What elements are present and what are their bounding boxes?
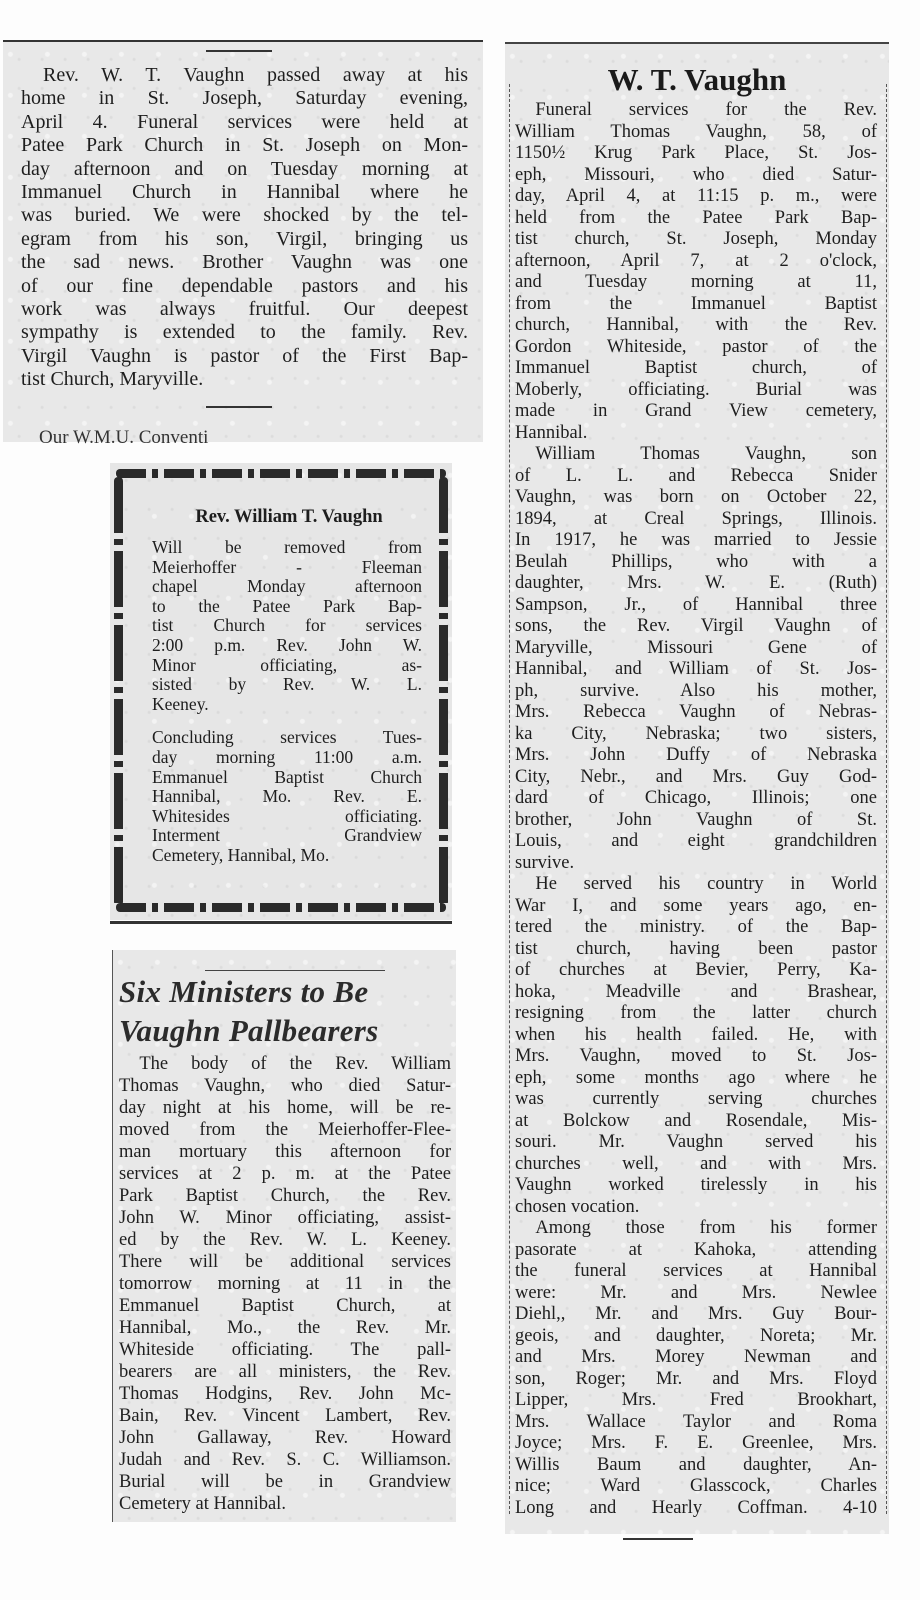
text-line: tered the ministry. of the Bap-	[515, 917, 877, 937]
text-line: Emmanuel Baptist Church	[152, 766, 422, 787]
text-line: Concluding services Tues-	[152, 727, 422, 748]
obituary-body	[515, 100, 877, 1519]
text-line: Cemetery at Hannibal.	[119, 1494, 286, 1514]
paragraph-gap	[152, 714, 422, 728]
headline-line: Vaughn Pallbearers	[119, 1013, 379, 1048]
clipping-obituary	[505, 42, 889, 1534]
notice-title: Rev. William T. Vaughn	[195, 507, 383, 527]
text-line: churches well, and with Mrs.	[515, 1153, 877, 1174]
text-line: Hannibal, Mo., the Rev. Mr.	[119, 1318, 451, 1338]
text-line: chosen vocation.	[515, 1196, 640, 1217]
text-line: Funeral services for the Rev.	[535, 100, 877, 120]
text-line: John Gallaway, Rev. Howard	[119, 1428, 451, 1448]
text-line: Thomas Hodgins, Rev. John Mc-	[119, 1384, 451, 1404]
text-line: held from the Patee Park Bap-	[515, 207, 877, 228]
text-line: Joyce; Mrs. F. E. Greenlee, Mrs.	[515, 1433, 877, 1453]
text-line: chapel Monday afternoon	[152, 576, 422, 597]
text-line: Burial will be in Grandview	[119, 1472, 451, 1492]
text-line: daughter, Mrs. W. E. (Ruth)	[515, 573, 877, 593]
cut-off-line: Our W.M.U. Conventi	[39, 427, 209, 448]
text-line: egram from his son, Virgil, bringing us	[21, 227, 468, 250]
text-line: day, April 4, at 11:15 p. m., were	[515, 186, 877, 206]
text-line: Whitesides officiating.	[152, 805, 422, 826]
text-line: nice; Ward Glasscock, Charles	[515, 1476, 877, 1496]
text-line: hoka, Meadville and Brashear,	[515, 981, 877, 1002]
text-line: tist Church, Maryville.	[21, 368, 204, 391]
text-line: afternoon, April 7, at 2 o'clock,	[515, 250, 877, 271]
text-line: Rev. W. T. Vaughn passed away at his	[43, 64, 468, 86]
text-line: eph, Missouri, who died Satur-	[515, 164, 877, 185]
text-line: War I, and some years ago, en-	[515, 895, 877, 916]
text-line: In 1917, he was married to Jessie	[515, 530, 877, 550]
column-rule	[886, 84, 887, 1514]
text-line: work was always fruitful. Our deepest	[21, 298, 468, 321]
text-line: dard of Chicago, Illinois; one	[515, 788, 877, 808]
text-line: April 4. Funeral services were held at	[21, 110, 468, 133]
text-line: 2:00 p.m. Rev. John W.	[152, 634, 422, 655]
text-line: Mrs. Wallace Taylor and Roma	[515, 1411, 877, 1432]
divider	[205, 970, 385, 971]
text-line: survive.	[515, 852, 575, 873]
clipping-church-notice	[3, 40, 483, 448]
text-line: bearers are all ministers, the Rev.	[119, 1362, 451, 1382]
text-line: son, Roger; Mr. and Mrs. Floyd	[515, 1368, 877, 1389]
column-rule	[509, 84, 510, 1514]
text-line: Moberly, officiating. Burial was	[515, 379, 877, 400]
text-line: and Mrs. Morey Newman and	[515, 1347, 877, 1367]
text-line: ka City, Nebraska; two sisters,	[515, 723, 877, 744]
text-line: day morning 11:00 a.m.	[152, 746, 422, 767]
text-line: City, Nebr., and Mrs. Guy God-	[515, 766, 877, 787]
clipping-pallbearers-article	[112, 950, 456, 1522]
text-line: home in St. Joseph, Saturday evening,	[21, 87, 468, 110]
text-line: from the Immanuel Baptist	[515, 293, 877, 314]
text-line: resigning from the latter church	[515, 1003, 877, 1023]
text-line: to the Patee Park Bap-	[152, 595, 422, 616]
text-line: Emmanuel Baptist Church, at	[119, 1296, 451, 1316]
text-line: Gordon Whiteside, pastor of the	[515, 336, 877, 357]
text-line: Willis Baum and daughter, An-	[515, 1454, 877, 1475]
text-line: Hannibal, and William of St. Jos-	[515, 659, 877, 679]
text-line: the funeral services at Hannibal	[515, 1261, 877, 1281]
text-line: Hannibal, Mo. Rev. E.	[152, 786, 422, 807]
divider	[623, 1538, 693, 1540]
text-line: pasorate at Kahoka, attending	[515, 1239, 877, 1260]
text-line: 1150½ Krug Park Place, St. Jos-	[515, 143, 877, 163]
text-line: day afternoon and on Tuesday morning at	[21, 157, 468, 180]
text-line: were: Mr. and Mrs. Newlee	[515, 1282, 877, 1303]
text-line: Bain, Rev. Vincent Lambert, Rev.	[119, 1406, 451, 1426]
text-line: Mrs. John Duffy of Nebraska	[515, 745, 877, 765]
text-line: William Thomas Vaughn, 58, of	[515, 121, 877, 142]
text-line: Immanuel Baptist church, of	[515, 358, 877, 378]
notice-body	[152, 538, 422, 866]
text-line: Park Baptist Church, the Rev.	[119, 1186, 451, 1206]
text-line: tomorrow morning at 11 in the	[119, 1274, 451, 1294]
text-line: Vaughn, was born on October 22,	[515, 487, 877, 507]
text-line: man mortuary this afternoon for	[119, 1142, 451, 1162]
text-line: Thomas Vaughn, who died Satur-	[119, 1076, 451, 1096]
divider	[110, 921, 452, 924]
text-line: moved from the Meierhoffer-Flee-	[119, 1120, 451, 1140]
text-line: brother, John Vaughn of St.	[515, 809, 877, 830]
text-line: was currently serving churches	[515, 1089, 877, 1109]
text-line: sons, the Rev. Virgil Vaughn of	[515, 616, 877, 636]
text-line: 1894, at Creal Springs, Illinois.	[515, 508, 877, 529]
text-line: Will be removed from	[152, 537, 422, 557]
text-line: John W. Minor officiating, assist-	[119, 1208, 451, 1228]
divider	[206, 406, 272, 408]
text-line: Interment Grandview	[152, 825, 422, 846]
text-line: ed by the Rev. W. L. Keeney.	[119, 1230, 451, 1250]
text-line: Immanuel Church in Hannibal where he	[21, 181, 468, 204]
text-line: Meierhoffer - Fleeman	[152, 556, 422, 577]
text-line: made in Grand View cemetery,	[515, 401, 877, 421]
ornamental-border-bottom	[116, 903, 446, 912]
headline-line: Six Ministers to Be	[119, 974, 369, 1009]
text-line: day night at his home, will be re-	[119, 1098, 451, 1118]
ornamental-border-right	[439, 477, 448, 906]
text-line: tist church, St. Joseph, Monday	[515, 229, 877, 249]
text-line: tist Church for services	[152, 615, 422, 636]
text-line: Cemetery, Hannibal, Mo.	[152, 844, 330, 865]
text-line: Diehl,, Mr. and Mrs. Guy Bour-	[515, 1304, 877, 1324]
text-line: Sampson, Jr., of Hannibal three	[515, 594, 877, 615]
text-line: sisted by Rev. W. L.	[152, 674, 422, 695]
text-line: when his health failed. He, with	[515, 1024, 877, 1045]
text-line: The body of the Rev. William	[139, 1054, 451, 1074]
text-line: geois, and daughter, Noreta; Mr.	[515, 1325, 877, 1346]
text-line: Vaughn worked tirelessly in his	[515, 1175, 877, 1195]
text-line: Judah and Rev. S. C. Williamson.	[119, 1450, 451, 1470]
text-line: souri. Mr. Vaughn served his	[515, 1132, 877, 1152]
headline	[119, 972, 454, 1050]
divider	[206, 50, 272, 52]
text-line: Hannibal.	[515, 422, 588, 443]
text-line: Lipper, Mrs. Fred Brookhart,	[515, 1390, 877, 1410]
article-body	[21, 64, 468, 392]
text-line: Patee Park Church in St. Joseph on Mon-	[21, 134, 468, 157]
text-line: tist church, having been pastor	[515, 938, 877, 959]
text-line: and Tuesday morning at 11,	[515, 272, 877, 292]
obituary-title: W. T. Vaughn	[607, 62, 787, 97]
text-line: the sad news. Brother Vaughn was one	[21, 251, 468, 274]
text-line: Among those from his former	[535, 1218, 877, 1238]
text-line: Minor officiating, as-	[152, 654, 422, 675]
text-line: Virgil Vaughn is pastor of the First Bap-	[21, 344, 468, 367]
text-line: Beulah Phillips, who with a	[515, 551, 877, 572]
text-line: Long and Hearly Coffman. 4-10	[515, 1497, 877, 1518]
text-line: of L. L. and Rebecca Snider	[515, 465, 877, 486]
text-line: of churches at Bevier, Perry, Ka-	[515, 960, 877, 980]
text-line: Mrs. Vaughn, moved to St. Jos-	[515, 1046, 877, 1066]
text-line: at Bolckow and Rosendale, Mis-	[515, 1110, 877, 1131]
text-line: sympathy is extended to the family. Rev.	[21, 321, 468, 344]
text-line: Keeney.	[152, 693, 209, 714]
text-line: There will be additional services	[119, 1252, 451, 1272]
text-line: Mrs. Rebecca Vaughn of Nebras-	[515, 702, 877, 722]
text-line: of our fine dependable pastors and his	[21, 274, 468, 297]
text-line: ph, survive. Also his mother,	[515, 680, 877, 701]
text-line: Maryville, Missouri Gene of	[515, 637, 877, 658]
text-line: services at 2 p. m. at the Patee	[119, 1164, 451, 1184]
text-line: Louis, and eight grandchildren	[515, 831, 877, 851]
article-body	[119, 1053, 451, 1515]
text-line: Whiteside officiating. The pall-	[119, 1340, 451, 1360]
text-line: William Thomas Vaughn, son	[535, 444, 877, 464]
text-line: church, Hannibal, with the Rev.	[515, 315, 877, 335]
text-line: was buried. We were shocked by the tel-	[21, 204, 468, 227]
ornamental-border-top	[116, 469, 446, 478]
text-line: eph, some months ago where he	[515, 1067, 877, 1088]
text-line: He served his country in World	[535, 874, 877, 894]
ornamental-border-left	[114, 477, 123, 906]
clipping-funeral-notice	[110, 463, 452, 920]
